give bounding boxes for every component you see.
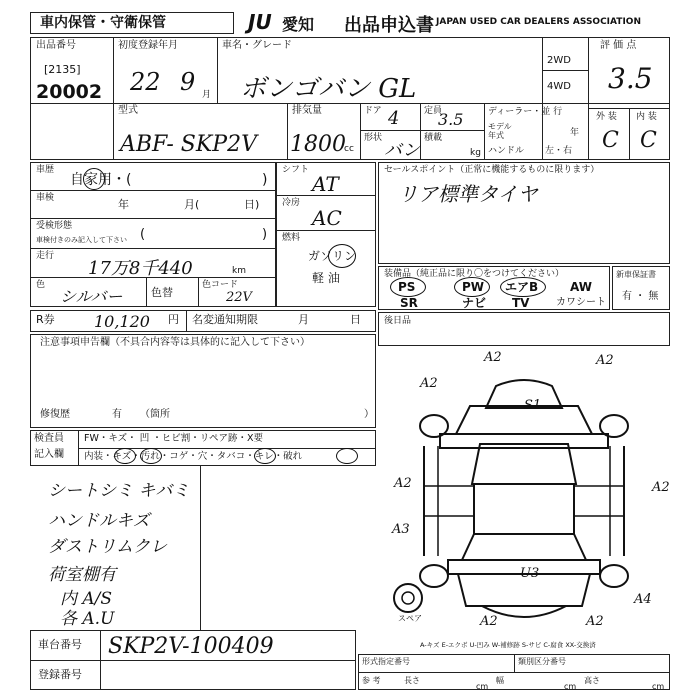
model-label: 型式 <box>118 105 138 116</box>
ac-value: AC <box>312 206 342 230</box>
history-value: 自家用・( <box>70 172 132 188</box>
mark-a4-right: A4 <box>634 592 652 607</box>
notes-box <box>30 334 376 428</box>
remark-2: ハンドルキズ <box>48 511 150 531</box>
lot-label: 出品番号 <box>36 40 76 51</box>
drive-2wd: 2WD <box>547 55 571 66</box>
warranty-book-value: 有 ・ 無 <box>622 291 659 302</box>
height-label: 高さ <box>584 676 600 685</box>
mark-u3-rear: U3 <box>520 566 540 581</box>
ext-label: 外 装 <box>596 112 617 122</box>
name-label: 車名・グレード <box>222 40 292 51</box>
model-value: ABF- SKP2V <box>120 132 257 157</box>
mark-a2-bottom-right: A2 <box>586 614 604 629</box>
remark-6: 各 A.U <box>60 609 115 629</box>
reg-no-label: 登録番号 <box>38 668 82 681</box>
mileage-label: 走行 <box>36 251 55 261</box>
color-swap-label: 色替 <box>151 286 173 299</box>
height-unit: cm <box>652 682 665 691</box>
notice-label: 名変通知期限 <box>192 313 258 326</box>
len-label: 長さ <box>404 676 420 685</box>
load-unit: kg <box>470 148 481 158</box>
equip-ps: PS <box>398 280 416 294</box>
grade-label: 評 価 点 <box>600 40 637 51</box>
warranty-note: 車検付きのみ記入して下さい <box>36 236 127 244</box>
notes-title: 注意事項申告欄（不具合内容等は具体的に記入して下さい） <box>40 337 310 348</box>
interior-circle-2 <box>140 448 162 464</box>
recycle-unit: 円 <box>168 313 179 326</box>
spare-label: スペア <box>398 614 422 623</box>
warranty-label: 受検形態 <box>36 221 73 231</box>
mileage-unit: km <box>232 266 246 276</box>
width-label: 幅 <box>496 676 504 685</box>
ref-label: 参 考 <box>362 676 381 685</box>
disp-unit: cc <box>344 144 354 154</box>
warranty-open: ( <box>140 227 146 242</box>
recycle-label: R券 <box>36 313 55 326</box>
sales-label: セールスポイント（正常に機能するものに限ります） <box>384 165 600 175</box>
mileage-value: 17万8千440 <box>88 258 193 279</box>
equip-airbag-circle <box>500 277 546 297</box>
int-label: 内 装 <box>636 112 657 122</box>
damage-legend: A-キズ E-エクボ U-凹み W-補修跡 S-サビ C-腐食 XX-交換済 <box>420 641 596 649</box>
exterior-codes: FW・キズ・ 凹 ・ヒビ割・リペア跡・X要 <box>84 433 264 444</box>
reg-month-unit: 月 <box>202 90 212 100</box>
storage-title: 車内保管・守衛保管 <box>40 15 166 31</box>
history-label: 車歴 <box>36 165 55 175</box>
sheet-title: 出品申込書 <box>344 15 434 36</box>
mark-a2-top-right: A2 <box>596 353 614 368</box>
fuel-gas: ガソリン <box>308 249 357 263</box>
color-code-label: 色コード <box>202 280 239 290</box>
fuel-diesel: 軽 油 <box>312 271 340 285</box>
mark-a2-left-mid: A2 <box>394 476 412 491</box>
recycle-value: 10,120 <box>94 312 150 331</box>
reg-label: 初度登録年月 <box>118 40 178 51</box>
lot-number: 20002 <box>36 81 103 103</box>
door-label: ドア <box>364 106 382 116</box>
after-label: 後日品 <box>384 316 412 326</box>
inspection-day: 日) <box>244 198 260 211</box>
shape-label: 形状 <box>364 133 383 143</box>
inspection-year: 年 <box>118 198 129 211</box>
mark-a2-bottom-left: A2 <box>480 614 498 629</box>
sales-value: リア標準タイヤ <box>398 182 538 206</box>
mark-a2-top-left: A2 <box>484 350 502 365</box>
equip-sr: SR <box>400 296 418 310</box>
equip-navi: ナビ <box>462 296 487 310</box>
warranty-close: ) <box>262 227 268 242</box>
load-label: 積載 <box>424 133 443 143</box>
equip-tv: TV <box>512 296 530 310</box>
mark-a2-right-mid: A2 <box>652 480 670 495</box>
fuel-gas-circle <box>328 244 356 268</box>
repair-value: 有 <box>112 409 122 420</box>
shift-value: AT <box>312 172 339 196</box>
equip-pw: PW <box>462 280 485 294</box>
shape-value: バン <box>384 140 420 161</box>
equip-label: 装備品（純正品に限り〇をつけてください） <box>384 269 565 279</box>
lot-bracket: [2135] <box>44 63 81 76</box>
mark-a3-left: A3 <box>392 522 410 537</box>
model-year-unit: 年 <box>570 128 580 138</box>
handle-options: 左・右 <box>545 146 573 156</box>
mark-a2-left-upper: A2 <box>420 376 438 391</box>
class-label: 類別区分番号 <box>518 657 566 666</box>
warranty-book-label: 新車保証書 <box>616 270 656 279</box>
repair-close: ） <box>364 409 374 420</box>
assoc-name: JAPAN USED CAR DEALERS ASSOCIATION <box>436 17 641 27</box>
equip-pw-circle <box>454 277 490 297</box>
int-grade: C <box>640 128 657 153</box>
entry-label: 記入欄 <box>34 449 64 460</box>
remark-5: 内 A/S <box>60 589 113 609</box>
ext-grade: C <box>602 128 619 153</box>
inspection-month: 月( <box>184 198 200 211</box>
reg-month: 9 <box>180 68 196 96</box>
seats-value: 3.5 <box>438 110 464 129</box>
ac-label: 冷房 <box>282 198 301 208</box>
inspection-label: 車検 <box>36 193 55 203</box>
disp-label: 排気量 <box>292 105 322 116</box>
handle-label: ハンドル <box>488 146 525 156</box>
equip-ps-circle <box>390 277 426 297</box>
color-code-value: 22V <box>226 290 252 305</box>
interior-circle-4 <box>336 448 358 464</box>
after-box <box>378 312 670 346</box>
notice-month: 月 <box>298 313 309 326</box>
ju-logo: JU <box>248 10 272 34</box>
history-close: ) <box>262 172 268 188</box>
shift-label: シフト <box>282 165 310 175</box>
chassis-value: SKP2V-100409 <box>108 634 274 659</box>
remark-1: シートシミ キバミ <box>48 481 190 501</box>
car-name: ボンゴバン GL <box>240 74 417 104</box>
inspector-label: 検査員 <box>34 433 64 444</box>
interior-circle-1 <box>114 448 136 464</box>
drive-4wd: 4WD <box>547 81 571 92</box>
remark-4: 荷室棚有 <box>48 565 116 585</box>
mark-s1-roof: S1 <box>524 398 542 413</box>
len-unit: cm <box>476 682 489 691</box>
disp-value: 1800 <box>290 132 346 157</box>
form-label: 形式指定番号 <box>362 657 410 666</box>
remark-3: ダストリムクレ <box>48 537 167 557</box>
equip-airbag: エアB <box>505 280 539 294</box>
equip-leather: カワシート <box>556 297 606 308</box>
model-year-label: モデル 年式 <box>488 122 512 140</box>
history-circle <box>83 168 105 190</box>
interior-circle-3 <box>254 448 276 464</box>
interior-codes: 内装・キズ・汚れ・コゲ・穴・タバコ・キレ・破れ <box>84 451 303 462</box>
car-diagram <box>378 346 670 650</box>
repair-label: 修復歴 <box>40 409 70 420</box>
equip-aw: AW <box>570 280 592 294</box>
reg-year: 22 <box>130 68 161 96</box>
notice-day: 日 <box>350 313 361 326</box>
fuel-label: 燃料 <box>282 233 301 243</box>
seats-label: 定員 <box>424 106 443 116</box>
dealer-label: ディーラー・並 行 <box>488 107 563 117</box>
door-value: 4 <box>388 108 400 129</box>
color-value: シルバー <box>60 287 123 306</box>
chassis-label: 車台番号 <box>38 638 82 651</box>
org-name: 愛知 <box>282 15 315 34</box>
color-label: 色 <box>36 280 46 290</box>
grade-value: 3.5 <box>608 62 653 95</box>
repair-place: （箇所 <box>140 409 170 420</box>
width-unit: cm <box>564 682 577 691</box>
